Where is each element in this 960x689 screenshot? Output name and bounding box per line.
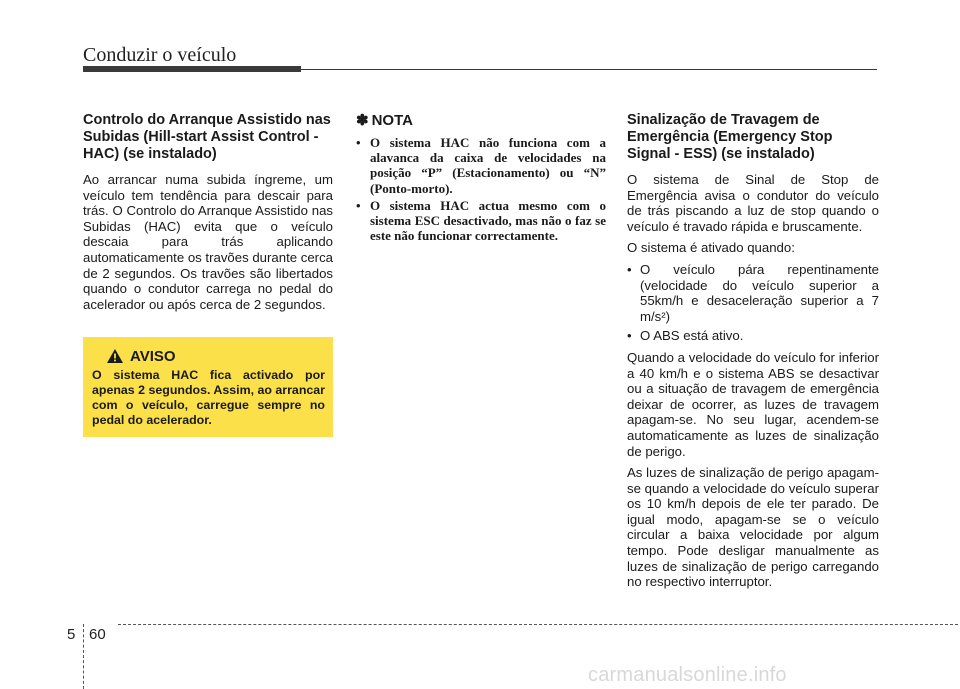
list-item xyxy=(627,328,879,344)
paragraph-ess-hazard: As luzes de sinalização de perigo apagam-se quando a velocidade do veículo superar os 10 km/h depois de ele ter parado. De igual modo, apagam-se se o veículo circular a baixa velocidade por algum tempo. Pode desligar manualmente as luzes de sinalização de perigo carregando no respectivo interruptor. xyxy=(627,465,879,590)
bullet-icon: • xyxy=(356,135,361,150)
warning-header xyxy=(92,346,325,366)
paragraph-hac: Ao arrancar numa subida íngreme, um veículo tem tendência para descair para trás. O Controlo do Arranque Assistido nas Subidas (HAC) evita que o veículo descaia para trás aplicando automaticamente os travões durante cerca de 2 segundos. Os travões são libertados quando o condutor carrega no pedal do acelerador ou após cerca de 2 segundos. xyxy=(83,172,333,312)
footer-rule xyxy=(118,624,958,625)
ess-conditions-list xyxy=(627,262,879,344)
page-number: 60 xyxy=(89,626,106,643)
bullet-icon: • xyxy=(356,197,361,213)
note-star-icon: ✽ xyxy=(356,112,369,129)
section-number: 5 xyxy=(67,626,76,643)
warning-box xyxy=(83,337,333,437)
paragraph-ess-activation: O sistema é ativado quando: xyxy=(627,240,795,256)
note-title xyxy=(356,112,606,129)
watermark: carmanualsonline.info xyxy=(588,664,787,686)
column-hac xyxy=(83,112,333,318)
warning-triangle-icon xyxy=(106,348,124,364)
list-item-text: O ABS está ativo. xyxy=(640,328,744,344)
paragraph-ess-deactivation: Quando a velocidade do veículo for inferior a 40 km/h e o sistema ABS se desactivar ou a situação de travagem de emergência deixar de ocorrer, as luzes de travagem apagam-se. No seu lugar, acendem-se automaticamente as luzes de sinalização de perigo. xyxy=(627,349,879,459)
section-heading-hac: Controlo do Arranque Assistido nas Subidas (Hill-start Assist Control - HAC) (se instalado) xyxy=(83,112,331,162)
header-rule-thin xyxy=(301,69,877,70)
warning-text: O sistema HAC fica activado por apenas 2 segundos. Assim, ao arrancar com o veículo, carregue sempre no pedal do acelerador. xyxy=(92,368,325,427)
note-item-text: O sistema HAC não funciona com a alavanca da caixa de velocidades na posição “P” (Estacionamento) ou “N” (Ponto-morto). xyxy=(370,135,606,196)
warning-title: AVISO xyxy=(130,347,176,365)
section-heading-ess: Sinalização de Travagem de Emergência (Emergency Stop Signal - ESS) (se instalado) xyxy=(627,112,833,162)
paragraph-ess-intro: O sistema de Sinal de Stop de Emergência avisa o condutor do veículo de trás piscando a luz de stop quando o veículo é travado rápida e bruscamente. xyxy=(627,172,879,234)
note-item xyxy=(356,198,606,244)
column-ess xyxy=(627,112,879,596)
note-item-text: O sistema HAC actua mesmo com o sistema ESC desactivado, mas não o faz se este não funcionar correctamente. xyxy=(370,197,606,244)
note-list xyxy=(356,135,606,243)
header-rule-thick xyxy=(83,66,301,72)
note-title-label: NOTA xyxy=(371,112,413,129)
bullet-icon: • xyxy=(627,261,632,277)
footer-vertical-rule xyxy=(83,624,84,689)
note-item xyxy=(356,135,606,196)
bullet-icon: • xyxy=(627,328,632,344)
column-note xyxy=(356,112,606,245)
list-item xyxy=(627,262,879,324)
list-item-text: O veículo pára repentinamente (velocidade do veículo superior a 55km/h e desaceleração superior a 7 m/s²) xyxy=(640,261,879,324)
page-header-title: Conduzir o veículo xyxy=(83,44,237,66)
